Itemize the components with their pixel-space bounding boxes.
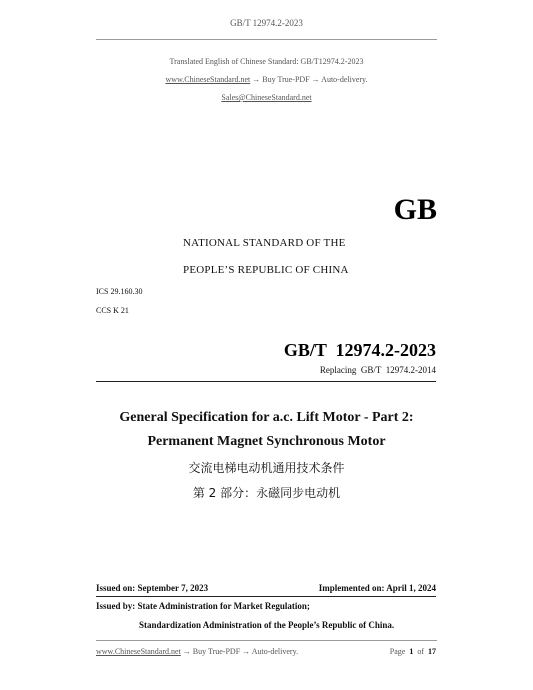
- purchase-text: → Buy True-PDF → Auto-delivery.: [250, 75, 368, 84]
- page-indicator: [390, 647, 436, 656]
- title-chinese-line2: 第 2 部分：永磁同步电动机: [192, 486, 341, 500]
- title-english-line2: Permanent Magnet Synchronous Motor: [147, 434, 386, 449]
- ccs-code: CCS K 21: [96, 306, 129, 315]
- email-line: [0, 93, 533, 102]
- page-word: Page: [389, 647, 406, 656]
- national-standard-line1: NATIONAL STANDARD OF THE: [183, 237, 346, 249]
- page-current: 1: [409, 647, 414, 656]
- purchase-line: [0, 75, 533, 84]
- footer-purchase-line: [96, 647, 298, 656]
- issue-rule: [96, 596, 436, 597]
- title-chinese-line1: 交流电梯电动机通用技术条件: [188, 461, 345, 475]
- page-total: 17: [428, 647, 436, 656]
- footer-rule: [96, 640, 437, 641]
- title-english-line1: General Specification for a.c. Lift Motor - Part 2:: [119, 410, 414, 425]
- footer-purchase-text: → Buy True-PDF → Auto-delivery.: [180, 647, 299, 656]
- issued-on: Issued on: September 7, 2023: [96, 583, 209, 593]
- email-link[interactable]: Sales@ChineseStandard.net: [221, 93, 312, 102]
- standard-number: GB/T 12974.2-2023: [283, 340, 436, 360]
- national-standard-line2: PEOPLE’S REPUBLIC OF CHINA: [183, 264, 349, 276]
- gb-mark: GB: [393, 193, 437, 226]
- issued-by-line1: Issued by: State Administration for Market Regulation;: [96, 601, 310, 611]
- site-link[interactable]: www.ChineseStandard.net: [165, 75, 251, 84]
- translation-notice: Translated English of Chinese Standard: GB/T12974.2-2023: [169, 57, 364, 66]
- title-rule: [96, 381, 436, 382]
- replacing-note: Replacing GB/T 12974.2-2014: [319, 365, 436, 375]
- running-header: GB/T 12974.2-2023: [230, 18, 303, 28]
- ics-code: ICS 29.160.30: [96, 287, 143, 296]
- header-rule: [96, 39, 437, 40]
- page-of: of: [417, 647, 424, 656]
- footer-site-link[interactable]: www.ChineseStandard.net: [96, 647, 181, 656]
- implemented-on: Implemented on: April 1, 2024: [318, 583, 436, 593]
- issued-by-line2: Standardization Administration of the People’s Republic of China.: [139, 620, 395, 630]
